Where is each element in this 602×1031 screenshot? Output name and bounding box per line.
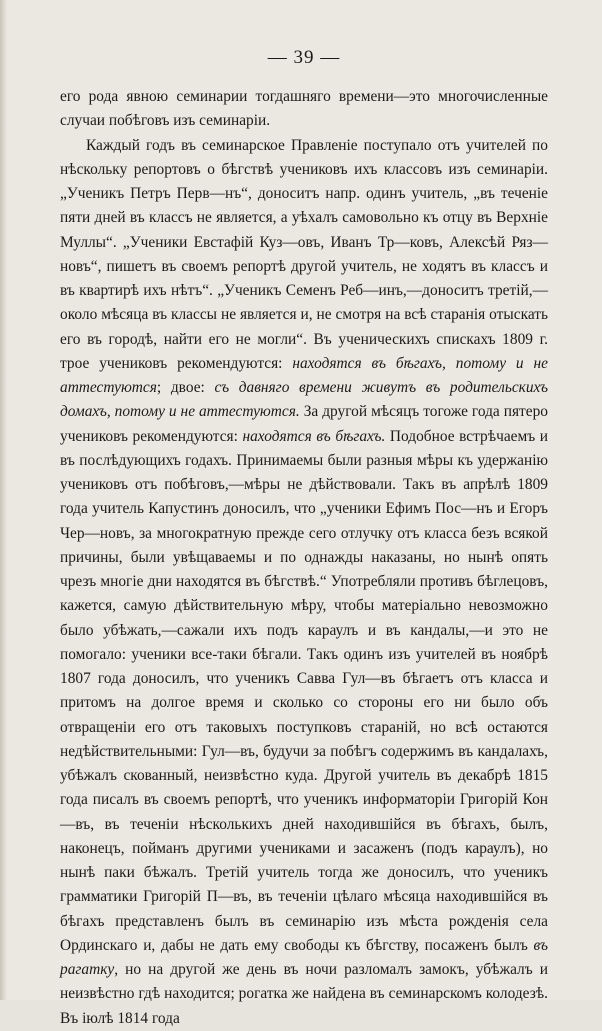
paragraph-2-part-4: Подобное встрѣчаемъ и въ послѣдующихъ годахъ. Принимаемы были разныя мѣры къ удержанію учениковъ отъ побѣговъ,—мѣры не дѣйствовали. Такъ въ апрѣлѣ 1809 года учитель Капустинъ доносилъ, что „ученики Ефимъ Пос—нъ и Егоръ Чер—новъ, за многократную прежде сего отлучку отъ класса безъ всякой причины, были увѣщаваемы и по однажды наказаны, но нынѣ опять чрезъ многіе дни находятся въ бѣгствѣ.“ Употребляли противъ бѣглецовъ, кажется, самую дѣйствительную мѣру, чтобы матеріально невозможно было убѣжать,—сажали ихъ подъ караулъ и въ кандалы,—и это не помогало: ученики все-таки бѣгали. Такъ одинъ изъ учителей въ ноябрѣ 1807 года доносилъ, что ученикъ Савва Гул—въ бѣгаетъ отъ класса и притомъ на долгое время и сколько со стороны его ни было объ отвращеніи его отъ таковыхъ поступковъ стараній, но всѣ остаются недѣйствительными: Гул—въ, будучи за побѣгъ содержимъ въ кандалахъ, убѣжалъ скованный, неизвѣстно куда. Другой учитель въ декабрѣ 1815 года писалъ въ своемъ репортѣ, что ученикъ информаторіи Григорій Кон—въ, въ теченіи нѣсколькихъ дней находившійся въ бѣгахъ, былъ, наконецъ, пойманъ другими учениками и засаженъ (подъ караулъ), но нынѣ паки бѣжалъ. Третій учитель тогда же доносилъ, что ученикъ грамматики Григорій П—въ, въ теченіи цѣлаго мѣсяца находившійся въ бѣгахъ представленъ былъ въ семинарію изъ мѣста рожденія села Ординскаго и, дабы не дать ему свободы къ бѣгству, посаженъ былъ xyxy=(60,427,549,954)
paragraph-2-part-2: ; двое: xyxy=(156,379,215,396)
paragraph-2 xyxy=(60,134,548,1031)
paragraph-2-italic-2: съ давняго времени живутъ въ родительскихъ домахъ, потому и не аттестуются. xyxy=(60,379,548,421)
paragraph-2-italic-1: находятся въ бѣгахъ, потому и не аттестуются xyxy=(60,354,548,396)
paragraph-2-part-3: За другой мѣсяцъ тогоже года пятеро учениковъ рекомендуются: xyxy=(60,403,548,445)
paragraph-1 xyxy=(60,85,548,134)
paragraph-2-italic-4: въ рагатку xyxy=(60,936,548,978)
page-number: — 39 — xyxy=(267,47,341,68)
page-edge-shadow xyxy=(0,0,7,1000)
paragraph-2-part-5: , но на другой же день въ ночи разломалъ замокъ, убѣжалъ и неизвѣстно гдѣ находится; рогатка же найдена въ семинарскомъ колодезѣ. Въ іюлѣ 1814 года xyxy=(60,961,548,1027)
paragraph-1-text: его рода явною семинарии тогдашняго времени—это многочисленные случаи побѣговъ изъ семинаріи. xyxy=(60,88,548,130)
paragraph-2-italic-3: находятся въ бѣгахъ. xyxy=(242,427,386,445)
paragraph-2-part-1: Каждый годъ въ семинарское Правленіе поступало отъ учителей по нѣскольку репортовъ о бѣгствѣ учениковъ ихъ классовъ изъ семинаріи. „Ученикъ Петръ Перв—нъ“, доноситъ напр. одинъ учитель, „въ теченіе пяти дней въ классъ не является, а уѣхалъ самовольно къ отцу въ Верхніе Муллы“. „Ученики Евстафій Куз—овъ, Иванъ Тр—ковъ, Алексѣй Ряз—новъ“, пишетъ въ своемъ репортѣ другой учитель, не ходятъ въ классъ и въ квартирѣ ихъ нѣтъ“. „Ученикъ Семенъ Реб—инъ,—доноситъ третій,—около мѣсяца въ классы не является и, не смотря на всѣ старанія отыскать его въ городѣ, найти его не могли“. Въ ученическихъ спискахъ 1809 г. трое учениковъ рекомендуются: xyxy=(60,136,548,372)
